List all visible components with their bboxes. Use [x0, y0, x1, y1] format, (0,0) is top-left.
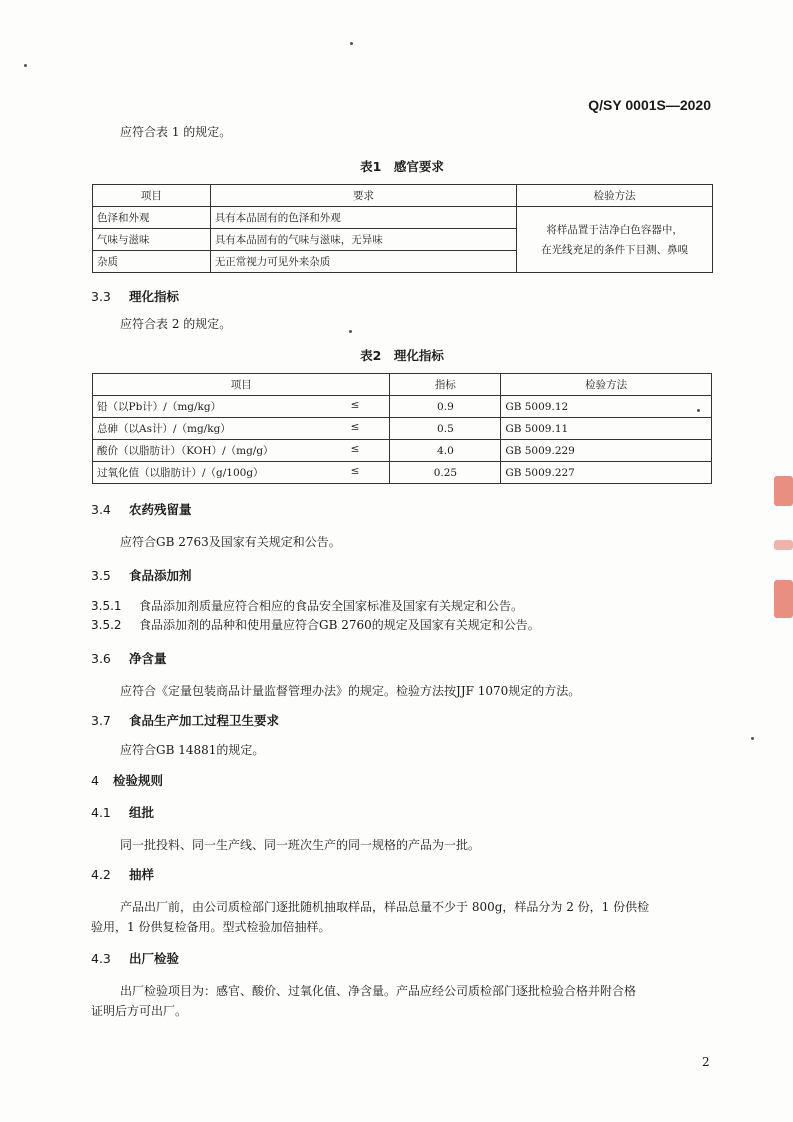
section-3-7-text: 应符合GB 14881的规定。 — [120, 743, 265, 757]
table-header-cell: 项目 — [93, 185, 211, 207]
table-header-row — [93, 374, 712, 396]
section-title: 食品添加剂 — [129, 568, 192, 583]
operator: ≤ — [350, 443, 360, 455]
table-cell — [93, 440, 390, 462]
table-cell — [93, 396, 390, 418]
section-3-4-heading — [91, 500, 192, 518]
section-number: 4.1 — [91, 805, 111, 820]
table1-caption: 表1 感官要求 — [360, 159, 444, 174]
section-title: 净含量 — [129, 651, 167, 666]
table-cell: 具有本品固有的色泽和外观 — [210, 207, 516, 229]
section-4-1-heading — [91, 803, 154, 821]
table-cell: 杂质 — [93, 251, 211, 273]
scan-speck — [751, 737, 754, 740]
red-seal-fragment — [774, 540, 793, 550]
table-cell: 0.5 — [390, 418, 501, 440]
standard-code: Q/SY 0001S—2020 — [588, 97, 711, 113]
table-row — [93, 440, 712, 462]
section-4-3-line2: 证明后方可出厂。 — [91, 1004, 188, 1018]
operator: ≤ — [350, 465, 360, 477]
clause-3-5-2 — [91, 616, 540, 633]
section-4-2-heading — [91, 865, 154, 883]
red-seal-fragment — [774, 580, 793, 618]
table-row — [93, 418, 712, 440]
item-name: 过氧化值（以脂肪计）/（g/100g） — [97, 467, 264, 479]
sensory-table — [92, 184, 713, 273]
clause-number: 3.5.1 — [91, 599, 122, 613]
operator: ≤ — [350, 399, 360, 411]
section-4-2-line2: 验用，1 份供复检备用。型式检验加倍抽样。 — [91, 920, 331, 934]
section-title: 农药残留量 — [129, 502, 192, 517]
table-cell: 0.9 — [390, 396, 501, 418]
table-cell: GB 5009.227 — [501, 462, 712, 484]
table-cell — [93, 418, 390, 440]
table-cell: GB 5009.12 — [501, 396, 712, 418]
section-3-7-heading — [91, 711, 279, 729]
section-number: 3.6 — [91, 651, 111, 666]
scan-speck — [24, 64, 27, 67]
section-4-heading — [91, 771, 163, 789]
red-seal-fragment — [774, 476, 793, 506]
section-4-1-text: 同一批投料、同一生产线、同一班次生产的同一规格的产品为一批。 — [120, 838, 481, 852]
section-number: 4.2 — [91, 867, 111, 882]
section-title: 食品生产加工过程卫生要求 — [129, 713, 280, 728]
table-cell: 气味与滋味 — [93, 229, 211, 251]
clause-3-5-1 — [91, 597, 523, 614]
clause-number: 3.5.2 — [91, 618, 122, 632]
table-cell: GB 5009.11 — [501, 418, 712, 440]
table-header-row — [93, 185, 713, 207]
clause-text: 食品添加剂的品种和使用量应符合GB 2760的规定及国家有关规定和公告。 — [139, 618, 540, 632]
scan-speck — [350, 42, 353, 45]
intro-text: 应符合表 1 的规定。 — [120, 125, 232, 139]
physicochemical-table — [92, 373, 712, 484]
section-number: 3.7 — [91, 713, 111, 728]
scan-speck — [349, 330, 352, 333]
table-cell: 具有本品固有的气味与滋味，无异味 — [210, 229, 516, 251]
section-3-3-heading — [91, 287, 179, 305]
table-header-cell: 要求 — [210, 185, 516, 207]
table-cell: 0.25 — [390, 462, 501, 484]
item-name: 总砷（以As计）/（mg/kg） — [97, 423, 231, 435]
table-row — [93, 207, 713, 229]
section-4-3-heading — [91, 949, 179, 967]
section-number: 4.3 — [91, 951, 111, 966]
clause-text: 食品添加剂质量应符合相应的食品安全国家标准及国家有关规定和公告。 — [139, 599, 524, 613]
section-number: 4 — [91, 773, 99, 788]
table-header-cell: 项目 — [93, 374, 390, 396]
method-line: 将样品置于洁净白色容器中， — [546, 223, 683, 236]
table-header-cell: 检验方法 — [517, 185, 713, 207]
table-row — [93, 396, 712, 418]
section-3-4-text: 应符合GB 2763及国家有关规定和公告。 — [120, 535, 341, 549]
table2-caption: 表2 理化指标 — [360, 348, 444, 363]
section-3-6-heading — [91, 649, 167, 667]
table-cell: 4.0 — [390, 440, 501, 462]
section-4-2-line1: 产品出厂前，由公司质检部门逐批随机抽取样品，样品总量不少于 800g，样品分为 2 份，1 份供检 — [120, 900, 650, 914]
section-number: 3.3 — [91, 289, 111, 304]
section-3-5-heading — [91, 566, 192, 584]
section-4-3-line1: 出厂检验项目为：感官、酸价、过氧化值、净含量。产品应经公司质检部门逐批检验合格并附合格 — [120, 984, 637, 998]
section-title: 抽样 — [129, 867, 155, 882]
page-number: 2 — [702, 1055, 710, 1069]
section-number: 3.4 — [91, 502, 111, 517]
item-name: 铅（以Pb计）/（mg/kg） — [97, 401, 222, 413]
table-header-cell: 指标 — [390, 374, 501, 396]
section-title: 检验规则 — [113, 773, 164, 788]
operator: ≤ — [350, 421, 360, 433]
method-line: 在光线充足的条件下目测、鼻嗅 — [541, 243, 689, 256]
scan-speck — [697, 409, 700, 412]
table-row — [93, 462, 712, 484]
section-3-6-text: 应符合《定量包装商品计量监督管理办法》的规定。检验方法按JJF 1070规定的方法。 — [120, 684, 581, 698]
table-cell: 无正常视力可见外来杂质 — [210, 251, 516, 273]
table-header-cell: 检验方法 — [501, 374, 712, 396]
section-title: 出厂检验 — [129, 951, 180, 966]
section-title: 组批 — [129, 805, 155, 820]
section-number: 3.5 — [91, 568, 111, 583]
table-cell: GB 5009.229 — [501, 440, 712, 462]
section-3-3-text: 应符合表 2 的规定。 — [120, 317, 232, 331]
table-cell: 色泽和外观 — [93, 207, 211, 229]
item-name: 酸价（以脂肪计）（KOH）/（mg/g） — [97, 445, 274, 457]
section-title: 理化指标 — [129, 289, 180, 304]
method-cell — [517, 207, 713, 273]
table-cell — [93, 462, 390, 484]
